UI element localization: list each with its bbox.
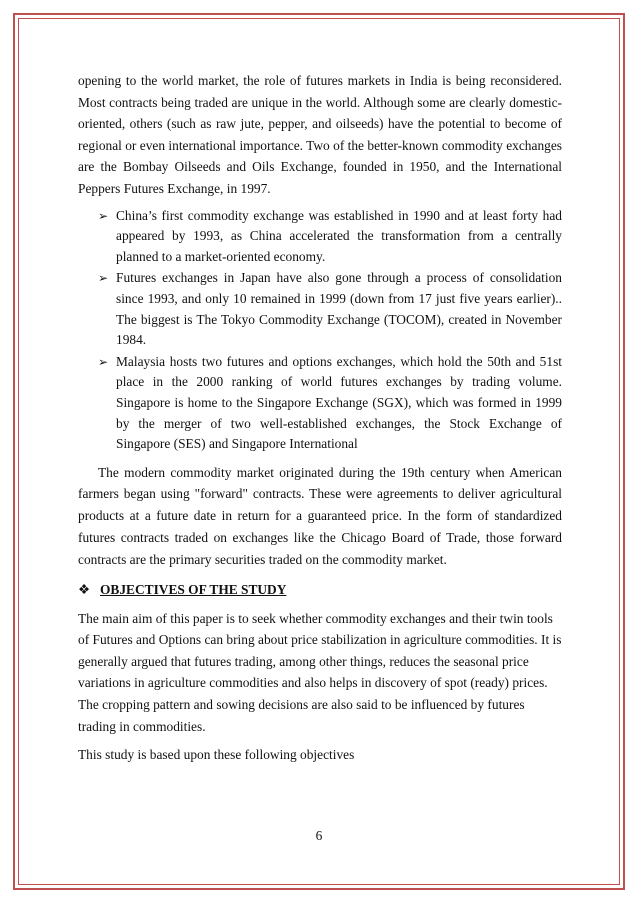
list-item bbox=[78, 206, 562, 268]
page-number: 6 bbox=[315, 828, 323, 843]
paragraph-aim: The main aim of this paper is to seek whether commodity exchanges and their twin tools of Futures and Options can bring about price stabilization in agriculture commodities. It is generally argued that futures trading, among other things, reduces the seasonal price variations in agriculture commodities and also helps in discovery of spot (ready) prices. The cropping pattern and sowing decisions are also said to be influenced by futures trading in commodities. bbox=[78, 610, 562, 734]
paragraph-objectives-lead: This study is based upon these following objectives bbox=[78, 747, 355, 763]
bullet-list bbox=[78, 206, 562, 455]
bullet-text-malaysia: Malaysia hosts two futures and options exchanges, which hold the 50th and 51st place in the 2000 ranking of world futures exchanges by trading volume. Singapore is home to the Singapore Exchange (SGX), which was formed in 1999 by the merger of two well-established exchanges, the Stock Exchange of Singapore (SES) and Singapore International bbox=[116, 353, 562, 452]
bullet-text-china: China’s first commodity exchange was established in 1990 and at least forty had appeared by 1993, as China accelerated the transformation from a centrally planned to a market-oriented economy. bbox=[116, 207, 562, 264]
arrow-bullet-icon: ➢ bbox=[98, 354, 109, 369]
arrow-bullet-icon: ➢ bbox=[98, 271, 109, 286]
list-item bbox=[78, 352, 562, 455]
page-content bbox=[78, 70, 562, 766]
bullet-text-japan: Futures exchanges in Japan have also gone through a process of consolidation since 1993, and only 10 remained in 1999 (down from 17 just five years earlier).. The biggest is The Tokyo Commodity Exchange (TOCOM), created in November 1984. bbox=[116, 270, 562, 348]
diamond-bullet-icon: ❖ bbox=[78, 581, 91, 597]
list-item bbox=[78, 268, 562, 350]
paragraph-intro: opening to the world market, the role of futures markets in India is being reconsidered. Most contracts being traded are unique in the world. Although some are clearly domestic-oriented, others (such as raw jute, pepper, and oilseeds) have the potential to become of regional or even international importance. Two of the better-known commodity exchanges are the Bombay Oilseeds and Oils Exchange, founded in 1950, and the International Peppers Futures Exchange, in 1997. bbox=[78, 73, 562, 196]
heading-text: OBJECTIVES OF THE STUDY bbox=[100, 581, 287, 597]
arrow-bullet-icon: ➢ bbox=[98, 208, 109, 223]
section-heading bbox=[78, 579, 562, 601]
paragraph-modern-market: The modern commodity market originated during the 19th century when American farmers began using "forward" contracts. These were agreements to deliver agricultural products at a future date in return for a guaranteed price. In the form of standardized futures contracts traded on exchanges like the Chicago Board of Trade, those forward contracts are the primary securities traded on the commodity market. bbox=[78, 464, 562, 567]
